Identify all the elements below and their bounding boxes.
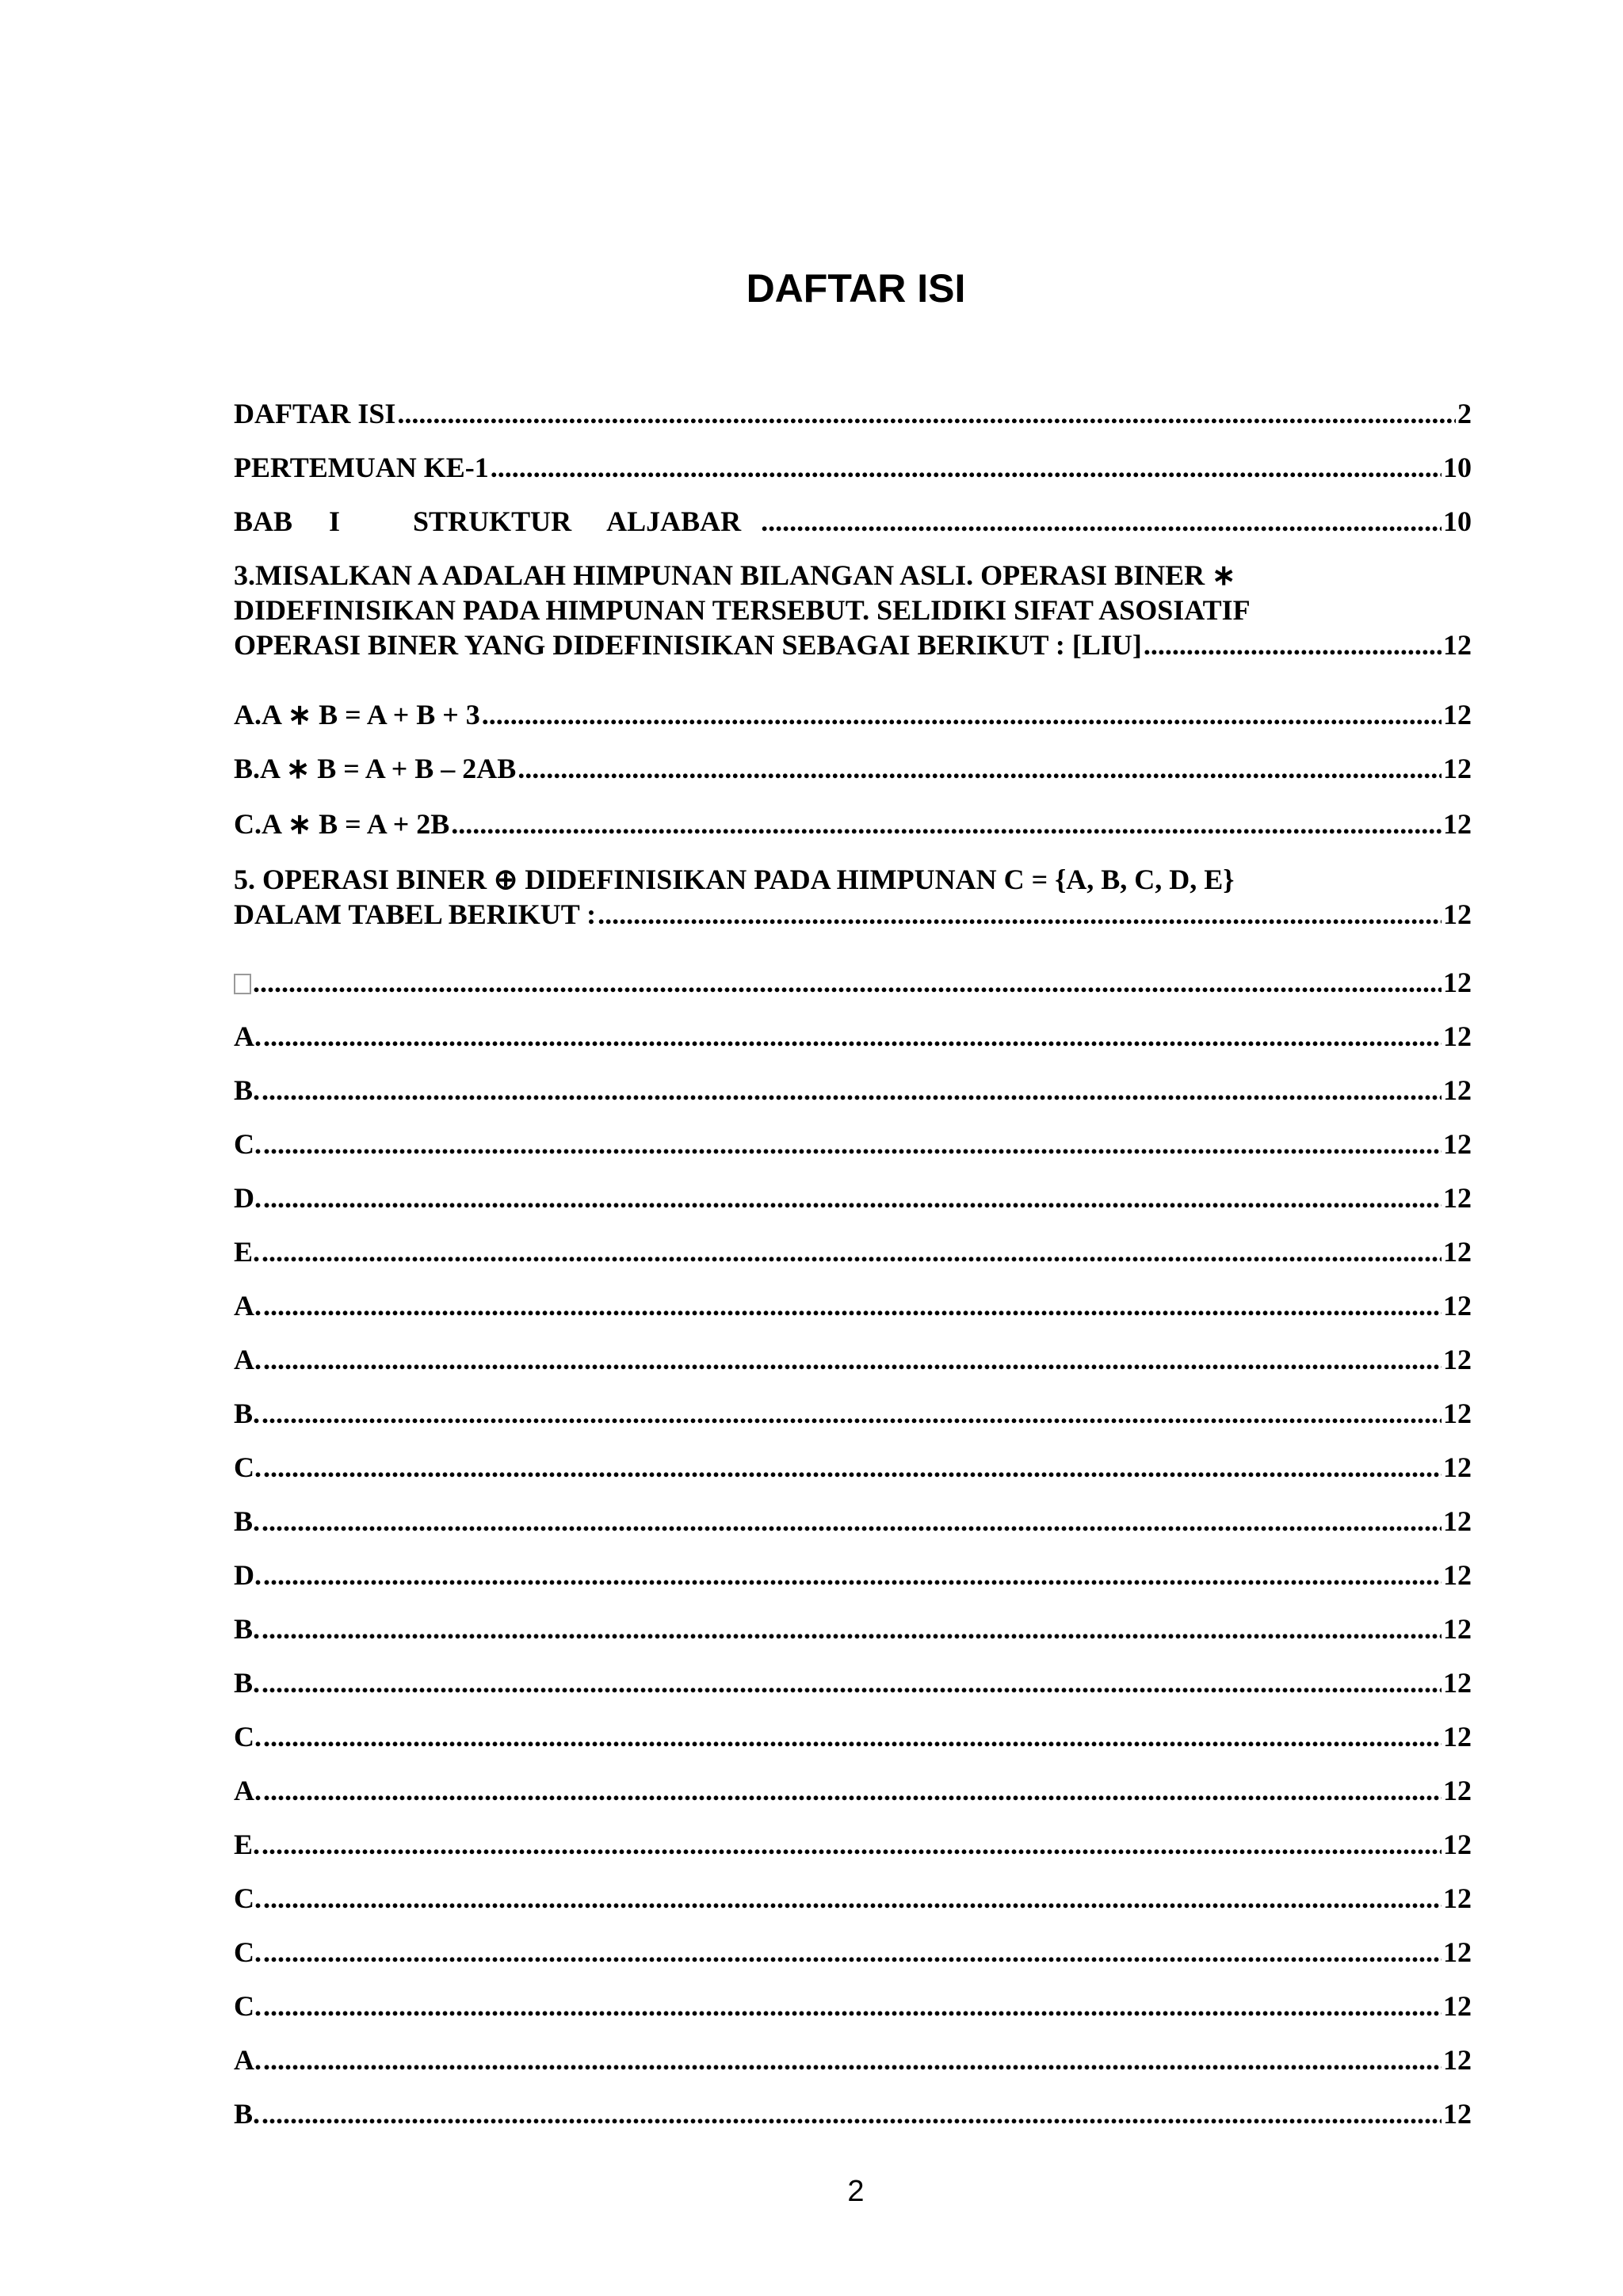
toc-entry-label: B. xyxy=(234,1667,261,1699)
toc-page-number: 12 xyxy=(1443,699,1472,730)
toc-line xyxy=(234,504,1472,539)
dot-leader xyxy=(263,1019,1442,1054)
toc-entry-label: A. xyxy=(234,1020,262,1052)
dot-leader xyxy=(263,1881,1442,1916)
toc-entry[interactable] xyxy=(234,1504,1472,1539)
toc-entry-label: B. xyxy=(234,2098,261,2130)
toc-entry[interactable] xyxy=(234,697,1472,732)
dot-leader xyxy=(1144,627,1442,662)
toc-page-number: 12 xyxy=(1443,1451,1472,1483)
toc-entry[interactable] xyxy=(234,1989,1472,2023)
toc-entry[interactable] xyxy=(234,1180,1472,1215)
dot-leader xyxy=(263,1450,1442,1485)
toc-page-number: 12 xyxy=(1443,808,1472,840)
toc-entry[interactable] xyxy=(234,396,1472,431)
toc-line xyxy=(234,1989,1472,2023)
toc-line xyxy=(234,1935,1472,1970)
toc-entry[interactable] xyxy=(234,1073,1472,1108)
toc-entry-label: A. xyxy=(234,1344,262,1375)
toc-line xyxy=(234,1504,1472,1539)
toc-page-number: 12 xyxy=(1443,967,1472,998)
toc-entry[interactable] xyxy=(234,751,1472,786)
toc-page-number: 12 xyxy=(1443,1398,1472,1429)
toc-entry[interactable] xyxy=(234,450,1472,485)
dot-leader xyxy=(263,1935,1442,1970)
missing-glyph-icon xyxy=(234,974,251,994)
toc-page-number: 12 xyxy=(1443,898,1472,930)
toc-entry[interactable] xyxy=(234,1450,1472,1485)
toc-entry-label: B. xyxy=(234,1613,261,1645)
toc-line xyxy=(234,1019,1472,1054)
toc-entry-label: E. xyxy=(234,1829,261,1860)
dot-leader xyxy=(263,1342,1442,1377)
dot-leader xyxy=(263,1719,1442,1754)
toc-page-number: 12 xyxy=(1443,2098,1472,2130)
toc-entry-label xyxy=(234,965,251,1000)
toc-line xyxy=(234,1073,1472,1108)
dot-leader xyxy=(451,807,1442,841)
dot-leader xyxy=(263,1180,1442,1215)
toc-entry-label: BAB I STRUKTUR ALJABAR xyxy=(234,505,760,537)
toc-line xyxy=(234,1611,1472,1646)
toc-entry-label: C. xyxy=(234,1990,262,2022)
toc-entry[interactable] xyxy=(234,1019,1472,1054)
toc-entry-label: A. xyxy=(234,1290,262,1322)
dot-leader xyxy=(263,1127,1442,1161)
toc-entry[interactable] xyxy=(234,1935,1472,1970)
toc-entry-text: 3.MISALKAN A ADALAH HIMPUNAN BILANGAN ASLI. OPERASI BINER ∗ xyxy=(234,559,1236,591)
toc-entry-label: C. xyxy=(234,1128,262,1160)
toc-line xyxy=(234,627,1472,662)
toc-entry[interactable] xyxy=(234,1611,1472,1646)
toc-entry-label: A. xyxy=(234,2044,262,2076)
toc-page-number: 10 xyxy=(1443,452,1472,483)
toc-entry-label: D. xyxy=(234,1559,262,1591)
dot-leader xyxy=(262,1396,1442,1431)
toc-entry[interactable] xyxy=(234,504,1472,539)
dot-leader xyxy=(262,1827,1442,1862)
toc-entry[interactable] xyxy=(234,1234,1472,1269)
toc-page-number: 12 xyxy=(1443,1559,1472,1591)
toc-line xyxy=(234,2096,1472,2131)
toc-page-number: 12 xyxy=(1443,1344,1472,1375)
toc-entry-label: C.A ∗ B = A + 2B xyxy=(234,808,450,840)
toc-entry[interactable] xyxy=(234,1719,1472,1754)
toc-entry[interactable] xyxy=(234,1127,1472,1161)
dot-leader xyxy=(263,1288,1442,1323)
toc-entry-label: B. xyxy=(234,1074,261,1106)
toc-entry[interactable] xyxy=(234,807,1472,841)
toc-entry[interactable] xyxy=(234,1558,1472,1592)
toc-line xyxy=(234,1180,1472,1215)
toc-page-number: 12 xyxy=(1443,1074,1472,1106)
page-number: 2 xyxy=(847,2175,865,2208)
toc-entry[interactable] xyxy=(234,558,1472,662)
toc-entry[interactable] xyxy=(234,1827,1472,1862)
toc-entry-label: DAFTAR ISI xyxy=(234,398,396,429)
toc-line xyxy=(234,1127,1472,1161)
toc-entry-label: B. xyxy=(234,1505,261,1537)
toc-entry-label: B. xyxy=(234,1398,261,1429)
toc-entry-label: OPERASI BINER YANG DIDEFINISIKAN SEBAGAI BERIKUT : [LIU] xyxy=(234,629,1142,661)
toc-line xyxy=(234,396,1472,431)
toc-page-number: 10 xyxy=(1443,505,1472,537)
toc-entry[interactable] xyxy=(234,965,1472,1000)
toc-page-number: 2 xyxy=(1457,398,1472,429)
toc-line xyxy=(234,1665,1472,1700)
dot-leader xyxy=(761,504,1442,539)
toc-line xyxy=(234,1719,1472,1754)
dot-leader xyxy=(253,965,1442,1000)
toc-entry-label: C. xyxy=(234,1721,262,1753)
toc-line xyxy=(234,1450,1472,1485)
toc-entry-label: A. xyxy=(234,1775,262,1806)
dot-leader xyxy=(598,897,1442,932)
toc-line xyxy=(234,450,1472,485)
toc-page-number: 12 xyxy=(1443,1613,1472,1645)
dot-leader xyxy=(262,1504,1442,1539)
toc-line xyxy=(234,807,1472,841)
toc-line xyxy=(234,1827,1472,1862)
dot-leader xyxy=(263,2042,1442,2077)
dot-leader xyxy=(263,1989,1442,2023)
toc-entry-label: D. xyxy=(234,1182,262,1214)
toc-page-number: 12 xyxy=(1443,1236,1472,1268)
toc-page-number: 12 xyxy=(1443,1882,1472,1914)
toc-entry-label: E. xyxy=(234,1236,261,1268)
toc-page-number: 12 xyxy=(1443,1829,1472,1860)
toc-line xyxy=(234,1234,1472,1269)
toc-line xyxy=(234,965,1472,1000)
toc-entry-label: B.A ∗ B = A + B – 2AB xyxy=(234,753,517,784)
toc-page-number: 12 xyxy=(1443,1721,1472,1753)
dot-leader xyxy=(397,396,1456,431)
toc-entry-label: DALAM TABEL BERIKUT : xyxy=(234,898,597,930)
toc-line xyxy=(234,751,1472,786)
toc-entry[interactable] xyxy=(234,1665,1472,1700)
toc-entry-text: DIDEFINISIKAN PADA HIMPUNAN TERSEBUT. SELIDIKI SIFAT ASOSIATIF xyxy=(234,594,1251,626)
toc-page-number: 12 xyxy=(1443,1182,1472,1214)
dot-leader xyxy=(482,697,1442,732)
dot-leader xyxy=(263,1558,1442,1592)
dot-leader xyxy=(517,751,1442,786)
toc-entry-label: C. xyxy=(234,1451,262,1483)
toc-page-number: 12 xyxy=(1443,1936,1472,1968)
page-title: DAFTAR ISI xyxy=(746,266,966,311)
toc-entry[interactable] xyxy=(234,2096,1472,2131)
toc-page-number: 12 xyxy=(1443,1290,1472,1322)
toc-line xyxy=(234,1881,1472,1916)
toc-page-number: 12 xyxy=(1443,629,1472,661)
toc-page-number: 12 xyxy=(1443,1667,1472,1699)
toc-line xyxy=(234,897,1472,932)
toc-entry-label: C. xyxy=(234,1882,262,1914)
toc-page-number: 12 xyxy=(1443,1775,1472,1806)
toc-page-number: 12 xyxy=(1443,1505,1472,1537)
toc-entry[interactable] xyxy=(234,1881,1472,1916)
dot-leader xyxy=(263,1773,1442,1808)
toc-page-number: 12 xyxy=(1443,753,1472,784)
toc-line xyxy=(234,697,1472,732)
dot-leader xyxy=(262,1665,1442,1700)
toc-entry[interactable] xyxy=(234,1288,1472,1323)
dot-leader xyxy=(262,1611,1442,1646)
dot-leader xyxy=(262,2096,1442,2131)
toc-entry-label: A.A ∗ B = A + B + 3 xyxy=(234,699,480,730)
dot-leader xyxy=(262,1234,1442,1269)
toc-entry[interactable] xyxy=(234,2042,1472,2077)
dot-leader xyxy=(262,1073,1442,1108)
toc-line xyxy=(234,1288,1472,1323)
toc-entry-label: C. xyxy=(234,1936,262,1968)
toc-line xyxy=(234,1342,1472,1377)
toc-entry-label: PERTEMUAN KE-1 xyxy=(234,452,489,483)
toc-line xyxy=(234,1396,1472,1431)
toc-entry-text: 5. OPERASI BINER ⊕ DIDEFINISIKAN PADA HIMPUNAN C = {A, B, C, D, E} xyxy=(234,864,1235,895)
toc-page-number: 12 xyxy=(1443,2044,1472,2076)
toc-entry[interactable] xyxy=(234,1396,1472,1431)
toc-line xyxy=(234,1558,1472,1592)
toc-line xyxy=(234,1773,1472,1808)
toc-page-number: 12 xyxy=(1443,1128,1472,1160)
toc-entry[interactable] xyxy=(234,862,1472,932)
toc-entry[interactable] xyxy=(234,1773,1472,1808)
toc-page-number: 12 xyxy=(1443,1990,1472,2022)
toc-entry[interactable] xyxy=(234,1342,1472,1377)
toc-page-number: 12 xyxy=(1443,1020,1472,1052)
toc-line xyxy=(234,2042,1472,2077)
dot-leader xyxy=(491,450,1442,485)
